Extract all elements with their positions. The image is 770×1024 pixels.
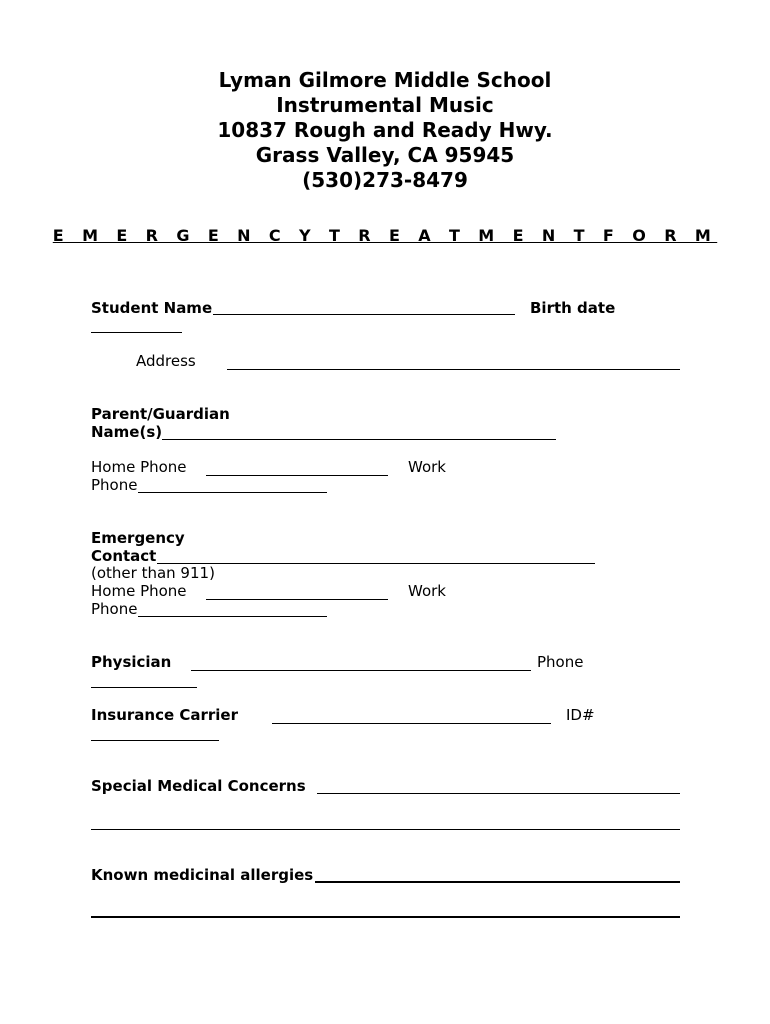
school-name: Lyman Gilmore Middle School [218, 68, 552, 92]
birth-date-line[interactable] [91, 332, 182, 333]
insurance-id-line[interactable] [91, 740, 219, 741]
allergies-line-2[interactable] [91, 916, 680, 918]
school-phone: (530)273-8479 [302, 168, 468, 192]
physician-phone-label: Phone [537, 653, 584, 671]
parent-home-phone-line[interactable] [206, 475, 388, 476]
emergency-contact-line[interactable] [157, 563, 595, 564]
program-name: Instrumental Music [276, 93, 494, 117]
allergies-line-1[interactable] [315, 881, 680, 883]
parent-guardian-label: Parent/Guardian [91, 405, 230, 423]
special-medical-line-2[interactable] [91, 829, 680, 830]
city-state-zip: Grass Valley, CA 95945 [255, 143, 515, 167]
other-than-911-note: (other than 911) [91, 564, 215, 582]
address-line[interactable] [227, 369, 680, 370]
physician-label: Physician [91, 653, 172, 671]
parent-home-phone-label: Home Phone [91, 458, 187, 476]
parent-names-line[interactable] [162, 439, 556, 440]
insurance-carrier-label: Insurance Carrier [91, 706, 238, 724]
emergency-home-phone-label: Home Phone [91, 582, 187, 600]
address-label: Address [136, 352, 196, 370]
emergency-label: Emergency [91, 529, 185, 547]
physician-phone-line[interactable] [91, 687, 197, 688]
emergency-work-label: Work [408, 582, 446, 600]
parent-work-phone-label: Phone [91, 476, 138, 494]
parent-work-label: Work [408, 458, 446, 476]
emergency-work-phone-line[interactable] [138, 616, 327, 617]
emergency-home-phone-line[interactable] [206, 599, 388, 600]
emergency-work-phone-label: Phone [91, 600, 138, 618]
special-medical-line-1[interactable] [317, 793, 680, 794]
parent-work-phone-line[interactable] [138, 492, 327, 493]
insurance-id-label: ID# [566, 706, 595, 724]
parent-names-label: Name(s) [91, 423, 163, 441]
student-name-line[interactable] [213, 314, 515, 315]
form-title-text: E M E R G E N C Y T R E A T M E N T F O R M [52, 226, 718, 245]
student-name-label: Student Name [91, 299, 213, 317]
emergency-contact-label: Contact [91, 547, 157, 565]
birth-date-label: Birth date [530, 299, 616, 317]
school-header [0, 68, 770, 193]
physician-line[interactable] [191, 670, 531, 671]
form-title [0, 226, 770, 245]
special-medical-label: Special Medical Concerns [91, 777, 306, 795]
allergies-label: Known medicinal allergies [91, 866, 314, 884]
street-address: 10837 Rough and Ready Hwy. [217, 118, 553, 142]
insurance-carrier-line[interactable] [272, 723, 551, 724]
